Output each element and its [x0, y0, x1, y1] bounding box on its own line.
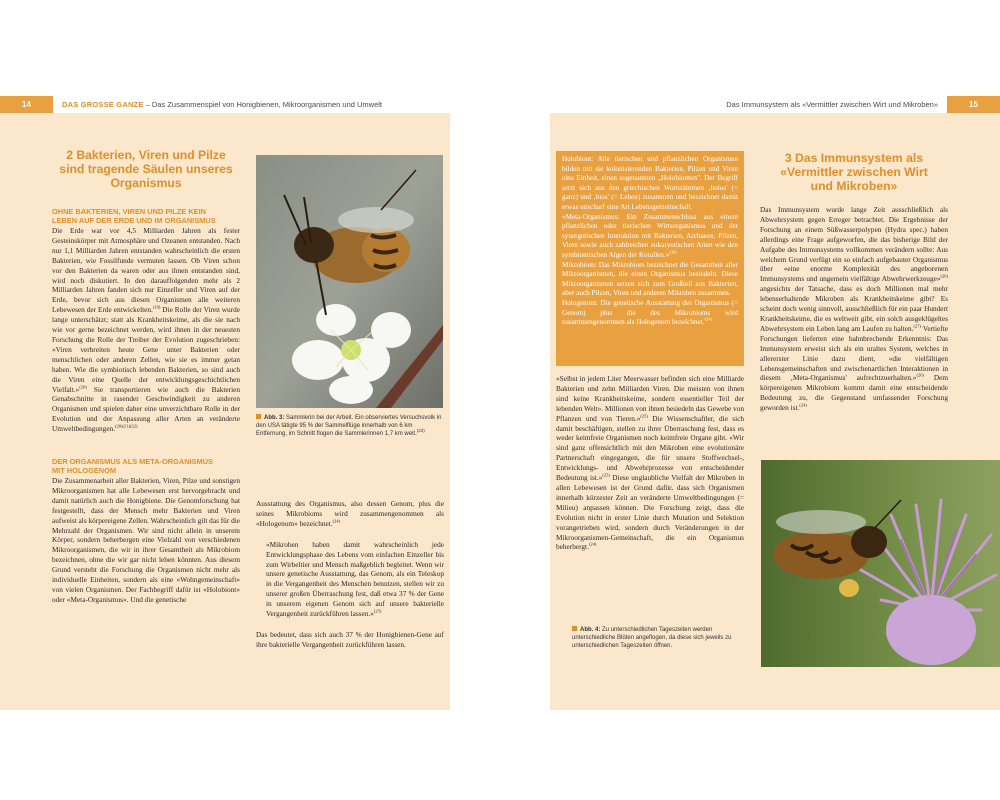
section-heading-1: [52, 207, 240, 225]
chapter-title-line: und Mikroben»: [810, 179, 898, 193]
chapter-title-line: sind tragende Säulen unseres: [59, 162, 233, 176]
left-column-1: [52, 148, 240, 605]
infobox-holobiont: Holobiont: Alle tierischen und pflanzlichen Organismen bilden mit sie kolonisierenden Bakterien, Pilzen und Viren eine Einheit, einen sogenannten „Holobionten". Der Begriff setzt sich aus den griechischen Wortstämmen ‚holos' (= ganz) und ‚bios' (= Leben) zusammen und bezeichnet damit etwas unscharf eine Art Lebensgemeinschaft.: [562, 155, 738, 211]
chapter-title-line: 3 Das Immunsystem als: [784, 151, 924, 165]
chapter-title-line: Organismus: [110, 176, 182, 190]
section-heading-line: MIT HOLOGENOM: [52, 466, 117, 476]
running-head-rest: – Das Zusammenspiel von Honigbienen, Mikroorganismen und Umwelt: [145, 100, 383, 109]
section-heading-line: DER ORGANISMUS ALS META-ORGANISMUS: [52, 457, 213, 467]
left-page-number: 14: [0, 96, 53, 113]
col2-quote: «Mikroben haben damit wahrscheinlich jede Entwicklungsphase des Lebens vom einfachen Einzeller bis zum Wirbeltier und Mensch maßgeblich begleitet. Wenn wir unsere genetische Ausstattung, das Genom, als ein Teleskop in die Vergangenheit des Menschen benutzen, stellen wir zu unserer großen Überraschung fest, daß etwa 37 % der Gene in unserem eigenen Genom sich auf unsere bakterielle Vergangenheit zurückführen lassen.»$^{(25)}$: [266, 539, 444, 619]
right-running-head: Das Immunsystem als «Vermittler zwischen Wirt und Mikroben»: [726, 100, 938, 109]
definitions-infobox: [556, 151, 744, 366]
col2-body-1: Ausstattung des Organismus, also dessen Genom, plus die seines Mikrobioms wird zusammengenommen als «Hologenom» bezeichnet.$^{(24)}$: [256, 499, 444, 528]
section-heading-line: LEBEN AUF DER ERDE UND IM ORGANISMUS: [52, 216, 216, 225]
col2-body-2: Das bedeutet, dass sich auch 37 % der Honigbienen-Gene auf ihre bakterielle Vergangenheit zurückführen lassen.: [256, 629, 444, 649]
section-2-body: Die Zusammenarbeit aller Bakterien, Viren, Pilze und sonstigen Mikroorganismen hat alle Lebewesen erst hervorgebracht und damit natürlich auch die Honigbiene. Die Genomforschung hat festgestellt, dass der Mensch mehr Bakterien und Viren aufweist als körpereigene Zellen. Wahrscheinlich gilt das für die Mehrzahl der Organismen. Wir sind nicht allein in unserem Körper, sondern beherbergen eine Vielzahl von verschiedenen Mikroorganismen, die wir in ihrer Gesamtheit als Mikrobiom bezeichnen, ohne die wir gar nicht leben könnten. Aus diesem Grund versteht die Forschung die Organismen nicht mehr als individuelle Einheiten, sondern als eine «Wohngemeinschaft» von vielen Organismen. Der Fachbegriff dafür ist «Holobiont» oder «Meta-Organismus». Und die genetische: [52, 476, 240, 604]
chapter-title-line: 2 Bakterien, Viren und Pilze: [66, 148, 226, 162]
section-1-body: Die Erde war vor 4,5 Milliarden Jahren als fester Gesteinskörper mit Atmosphäre und Ozeanen entstanden. Nach nur 1,1 Milliarden Jahren entstanden wahrscheinlich die ersten Bakterien, wie Fossilfunde vermuten lassen. Ob Viren schon vor den Bakterien da waren oder aus ihnen entstanden sind, wird noch diskutiert. In den darauffolgenden mehr als 2 Milliarden Jahren fanden sich nur Einzeller und Viren auf der Erde, bevor sich aus diesen Organismen alle weiteren Lebewesen der Erde entwickelten.$^{(19)}$ Die Rolle der Viren wurde lange unterschätzt; statt als Krankheitskeime, als die sie nach wie vor gerne bezeichnet werden, wird ihnen in der neuesten Forschung die Rolle der Treiber der Evolution zugeschrieben: «Viren verbreiten heute Gene unter Bakterien oder menschlichen oder anderen Zellen, wie sie es immer getan haben. Wie die symbiotisch lebenden Bakterien, so sind auch die Viren eine Quelle der entwicklungsgeschichtlichen Vielfalt.»$^{(20)}$ Sie transportieren wie auch die Bakterien Genabschnitte in rasender Geschwindigkeit zu anderen Organismen und spielen daher eine unverzichtbare Rolle in der Evolution und der Anpassung aller Arten an veränderte Umweltbedingungen.$^{(20)(21)(22)}$: [52, 226, 241, 434]
chapter-title-line: «Vermittler zwischen Wirt: [780, 165, 928, 179]
caption-marker-icon: [572, 626, 577, 631]
left-running-head: [62, 96, 382, 113]
section-heading-line: OHNE BAKTERIEN, VIREN UND PILZE KEIN: [52, 207, 206, 216]
infobox-mikrobiom: Mikrobiom: Das Mikrobiom bezeichnet die Gesamtheit aller Mikroorganismen, die einen Organismus besiedeln. Diese Mikroorganismen setzen sich zum Großteil aus Bakterien, aber auch Pilzen, Viren und anderen Mikroben zusammen.: [562, 260, 738, 298]
caption-marker-icon: [256, 414, 261, 419]
right-running-header: [550, 96, 1000, 113]
figure-3-caption: Abb. 3: Sammlerin bei der Arbeit. Ein observiertes Versuchsvolk in den USA tätigte 95 % der Sammelflüge innerhalb von 6 km Entfernung, im Schnitt flogen die Sammlerinnen 1,7 km weit.$^{(23)}$: [256, 415, 442, 438]
section-heading-2: [52, 457, 240, 475]
book-gutter: [450, 96, 550, 710]
infobox-hologenom: Hologenom: Die genetische Ausstattung des Organismus (= Genom) plus die des Mikrobioms wird zusammengenommen als Hologenom bezeichnet.$^{(24)}$: [562, 298, 738, 327]
chapter-title-2: [52, 148, 240, 190]
left-page: [0, 96, 450, 710]
right-page-number: 15: [947, 96, 1000, 113]
right-column-2: [760, 151, 948, 413]
figure-4-caption: Abb. 4: Zu unterschiedlichen Tageszeiten werden unterschiedliche Blüten angeflogen, da diese sich jeweils zu unterschiedlichen Tageszeiten öffnen.: [572, 627, 732, 650]
right-col1-body: «Selbst in jedem Liter Meerwasser befinden sich eine Milliarde Bakterien und zehn Milliarden Viren. Die meisten von ihnen sind keine Krankheitskeime, sondern essentieller Teil der lebenden Welt». Millionen von ihnen besiedeln das Gewebe von Pflanzen und von Tieren.»$^{(25)}$ Die Wissenschaftler, die sich damit beschäftigen, stellen zu ihrer Überraschung fest, dass es weder keimfreie Organismen noch keimfreie Organe gibt. «Wir sind ganz offensichtlich mit den Mikroben eine evolutionäre Partnerschaft eingegangen, die für unsere Stoffwechsel-, Entwicklungs- und Abwehrprozesse von entscheidender Bedeutung ist.»$^{(25)}$ Diese unglaubliche Vielfalt der Mikroben in allen Lebewesen ist der Grund dafür, dass sich Organismen innerhalb kürzester Zeit an veränderte Umweltbedingungen (= Milieu) anpassen können. Die Forschung zeigt, dass die Evolution nicht in erster Linie durch Mutation und Selektion vorangetrieben wird, sondern durch Veränderungen in der Mikroorganismen-Gemeinschaft, die ein Organismus beherbergt.$^{(24)}$: [556, 374, 744, 552]
right-page: [550, 96, 1000, 710]
right-column-1: [556, 374, 744, 552]
left-column-2: [256, 499, 444, 650]
running-head-accent: DAS GROSSE GANZE: [62, 100, 144, 109]
right-col2-body: Das Immunsystem wurde lange Zeit ausschließlich als Abwehrsystem gegen Erreger betrachtet. Die Ergebnisse der Forschung an einem Süßwasserpolypen (Hydra spec.) haben allerdings eine Frage aufgeworfen, die das bisherige Bild der Aufgabe des Immunsystems vollkommen verändern sollte: Aus welchem Grund verfügt ein so einfach aufgebauter Organismus über «eine enorme Komplexität des angeborenen Immunsystems und ungemein vielfältige Abwehrwerkzeuge»$^{(26)}$ angesichts der Tatsache, dass es doch Millionen mal mehr lebenserhaltende Mikroben als Krankheitskeime gibt? Es scheint doch wenig sinnvoll, ausschließlich für ein paar Hundert Krankheitskeime, die es weltweit gibt, ein solch ausgeklügeltes Abwehrsystem ein Leben lang am Laufen zu halten.$^{(27)}$ Vertiefte Forschungen lieferten eine bahnbrechende Erkenntnis: Das Immunsystem erweist sich als ein uraltes System, welches in allererster Linie dazu dient, «die vielfältigen Lebensgemeinschaften und zwischenartlichen Interaktionen in diesem ‚Meta-Organismus' aufrechtzuerhalten.»$^{(26)}$ Dem körpereigenen Mikrobiom kommt damit eine entscheidende Bedeutung zu, die Gegenstand umfassender Forschung geworden ist.$^{(24)}$: [760, 205, 948, 413]
chapter-title-3: [760, 151, 948, 193]
infobox-meta-organismus: «Meta-Organismus: Ein Zusammenschluss aus einem pflanzlichen oder tierischen Wirtsorganismus und der synergetischen Interaktion mit Bakterien, Archaeen, Pilzen, Viren sowie auch zahlreichen eukaryotischen Arten wie den symbiontischen Algen der Korallen.»$^{(26)}$: [562, 212, 738, 259]
figure-4-bee-thistle-photo: [761, 460, 1000, 667]
left-running-header: [0, 96, 450, 113]
figure-3-bee-photo: [256, 155, 443, 408]
